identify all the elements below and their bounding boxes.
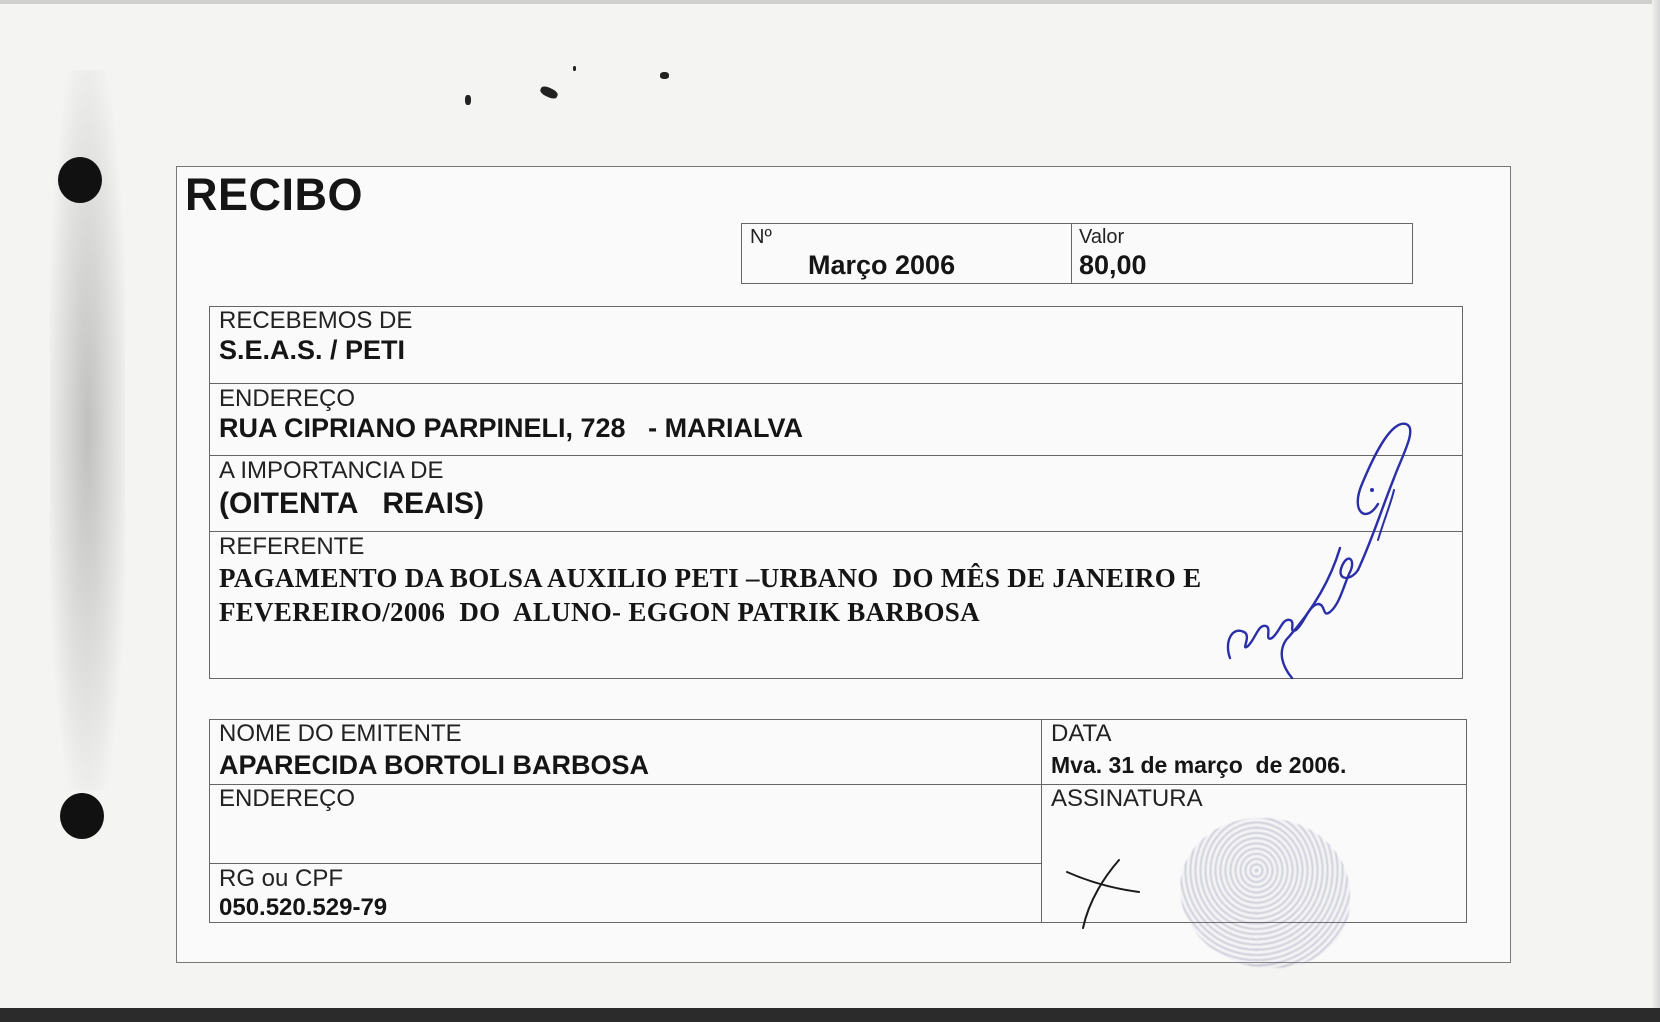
divider (1041, 720, 1042, 922)
date-label: DATA (1051, 720, 1112, 747)
number-value-box (741, 223, 1413, 284)
received-from-label: RECEBEMOS DE (219, 307, 413, 334)
received-from-value: S.E.A.S. / PETI (219, 335, 406, 365)
date-value: Mva. 31 de março de 2006. (1051, 752, 1347, 778)
signature-label: ASSINATURA (1051, 785, 1203, 812)
id-label: RG ou CPF (219, 865, 344, 892)
issuer-address-label: ENDEREÇO (219, 785, 356, 812)
speck (660, 72, 669, 79)
address-label: ENDEREÇO (219, 385, 356, 412)
address-value: RUA CIPRIANO PARPINELI, 728 - MARIALVA (219, 413, 804, 443)
speck (465, 95, 471, 105)
scan-edge-bottom (0, 1008, 1660, 1022)
speck (573, 66, 576, 71)
id-value: 050.520.529-79 (219, 894, 388, 921)
x-mark (1065, 858, 1140, 930)
divider (1071, 224, 1072, 283)
divider (210, 784, 1466, 785)
issuer-name-label: NOME DO EMITENTE (219, 720, 462, 747)
reference-label: REFERENTE (219, 533, 365, 560)
speck (539, 85, 559, 101)
reference-line-2: FEVEREIRO/2006 DO ALUNO- EGGON PATRIK BARBOSA (219, 597, 980, 627)
punch-hole-top (58, 157, 102, 203)
divider (210, 383, 1462, 384)
receipt-title: RECIBO (185, 169, 364, 220)
number-value: Março 2006 (808, 250, 956, 280)
issuer-name-value: APARECIDA BORTOLI BARBOSA (219, 750, 650, 780)
scan-edge-top (0, 0, 1660, 4)
handwritten-signature (1222, 420, 1422, 682)
amount-text-label: A IMPORTANCIA DE (219, 457, 444, 484)
divider (210, 863, 1041, 864)
number-label: Nº (750, 226, 772, 248)
amount-text-value: (OITENTA REAIS) (219, 487, 484, 520)
scan-edge-right (1652, 0, 1660, 1008)
amount-label: Valor (1079, 226, 1125, 248)
amount-value: 80,00 (1079, 250, 1147, 280)
reference-line-1: PAGAMENTO DA BOLSA AUXILIO PETI –URBANO DO MÊS DE JANEIRO E (219, 563, 1202, 593)
punch-hole-bottom (60, 793, 104, 839)
